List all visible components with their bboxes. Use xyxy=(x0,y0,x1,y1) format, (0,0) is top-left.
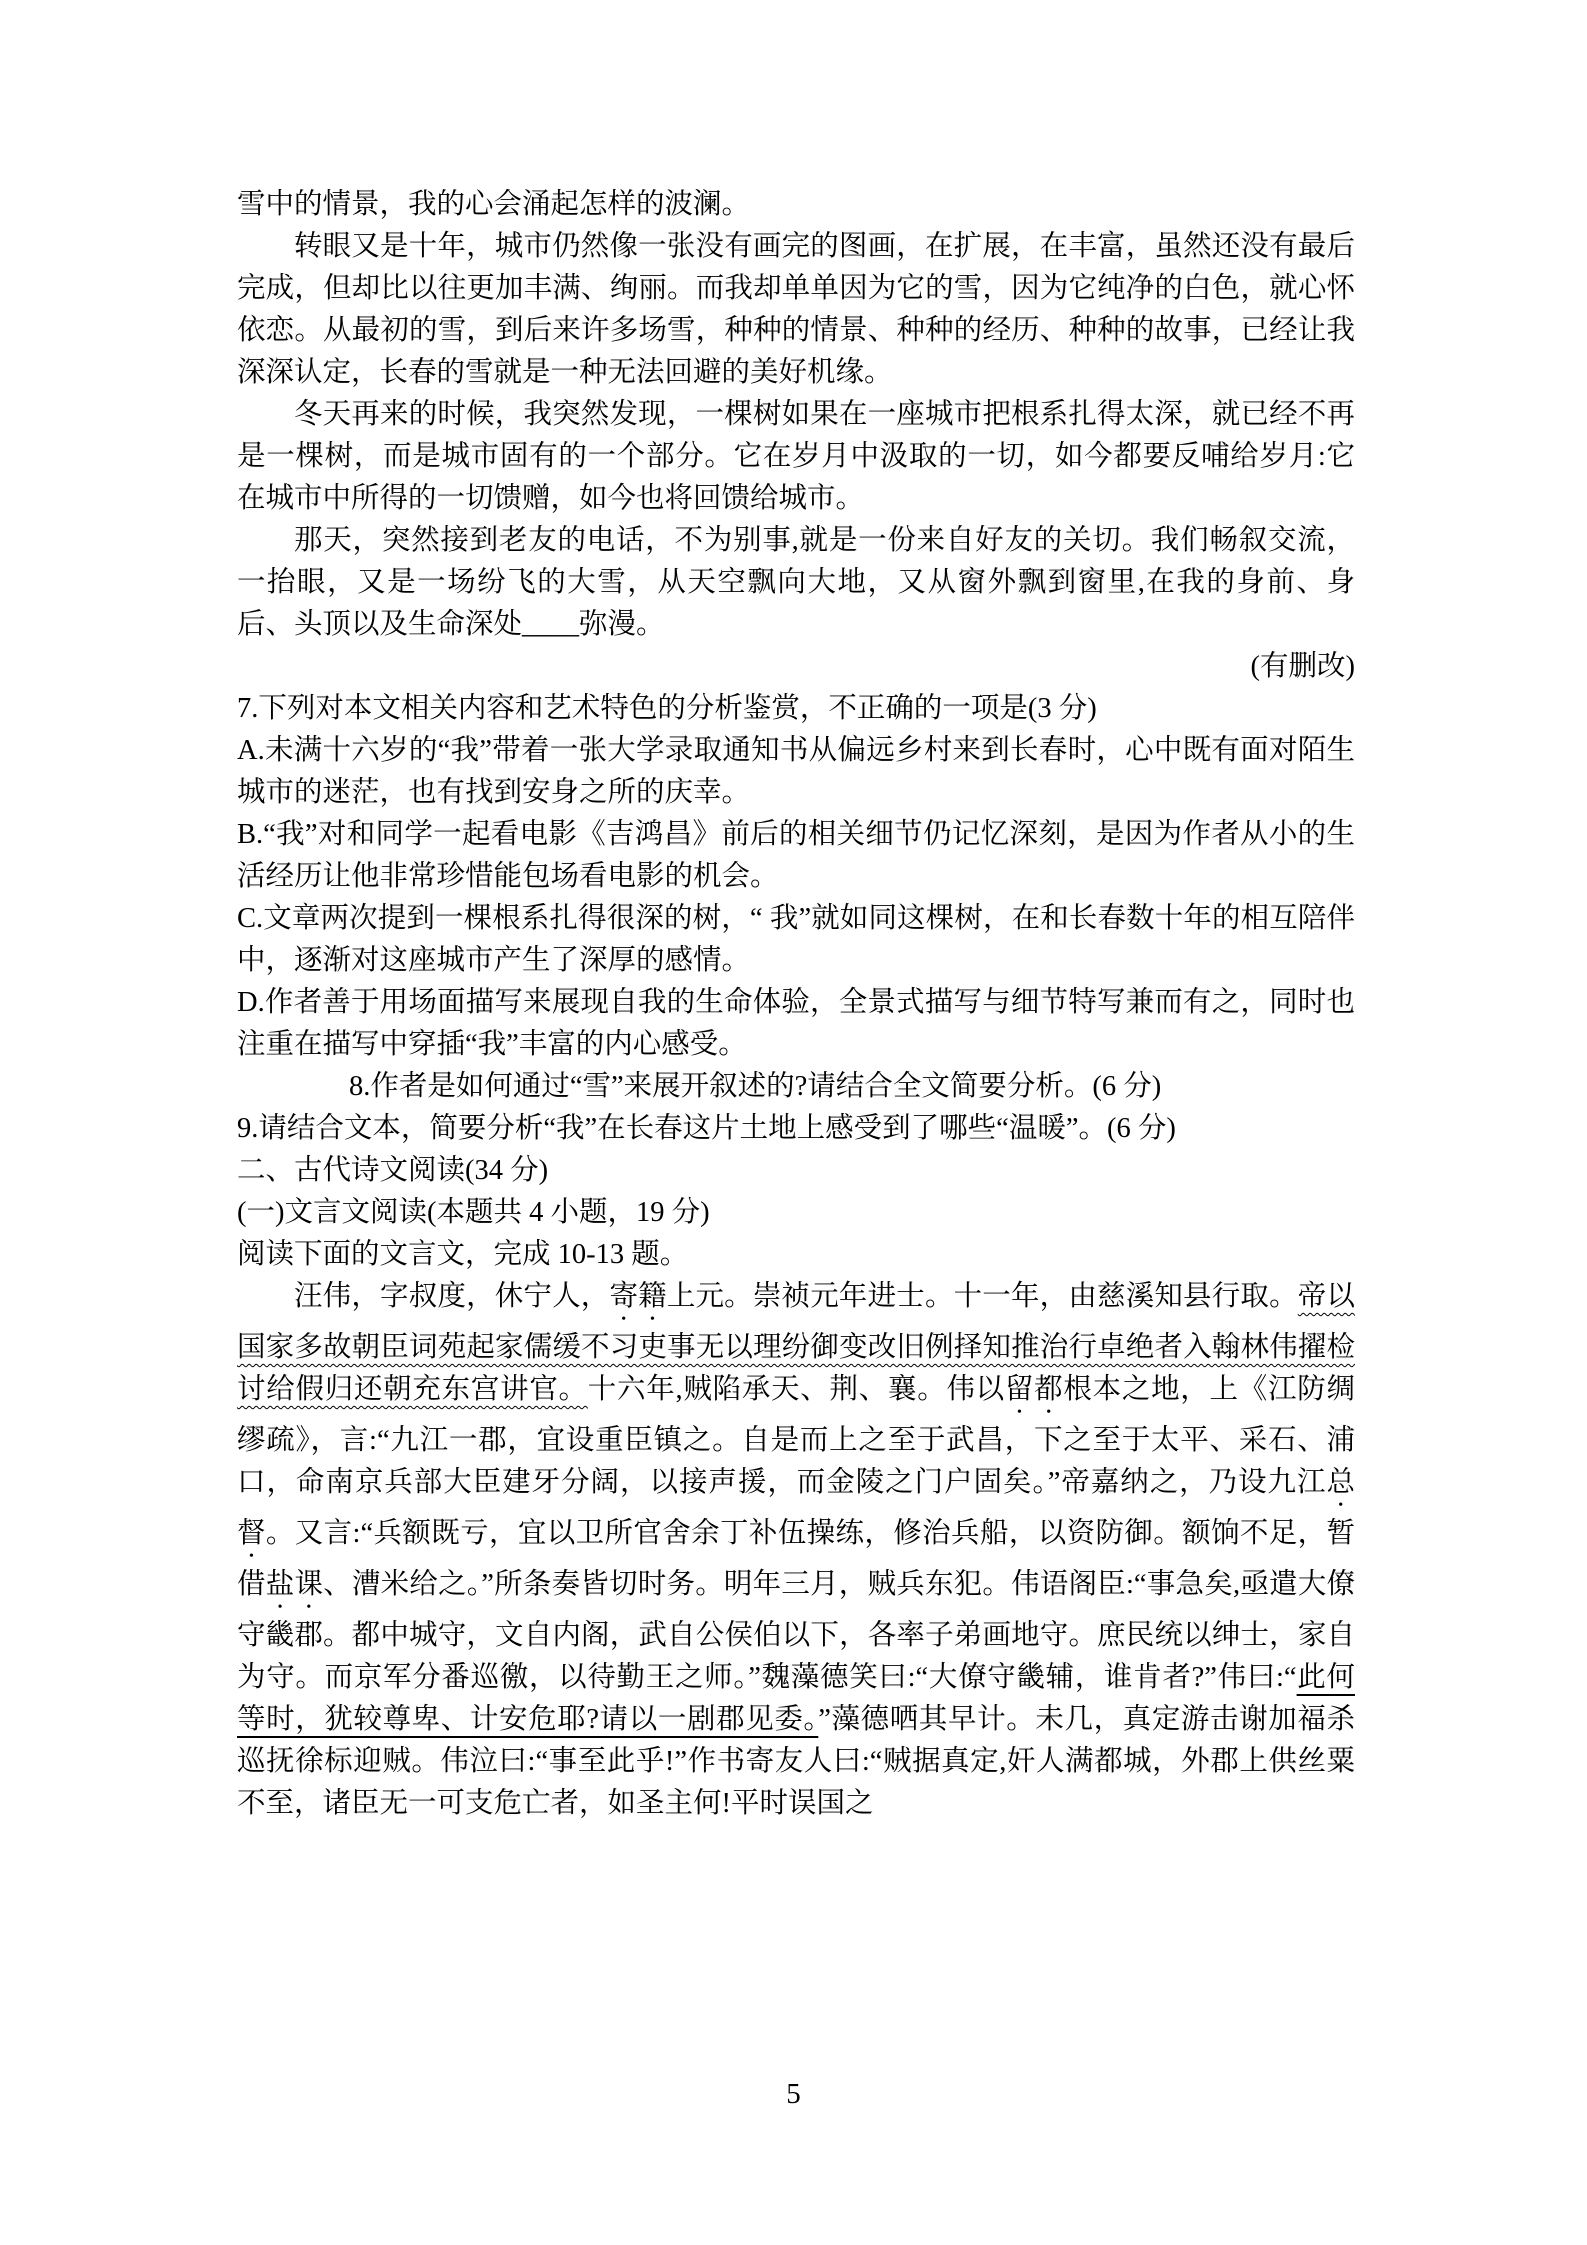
page-number: 5 xyxy=(786,2078,801,2110)
passage-paragraph: 那天，突然接到老友的电话，不为别事,就是一份来自好友的关切。我们畅叙交流，一抬眼，又是一场纷飞的大雪，从天空飘向大地，又从窗外飘到窗里,在我的身前、身后、头顶以及生命深处____弥漫。 xyxy=(237,525,1355,640)
passage-continuation-line: 雪中的情景，我的心会涌起怎样的波澜。 xyxy=(237,189,751,220)
ancient-reading-section xyxy=(237,1150,1355,1825)
wavy-underlined-text: 帝以国家多故朝臣词苑起家儒缓不习吏事无以理纷御变改旧例择知推治行卓绝者入翰林伟擢检讨给假归还朝充东宫讲官。 xyxy=(237,1281,1355,1405)
question-7-stem: 7.下列对本文相关内容和艺术特色的分析鉴赏，不正确的一项是(3 分) xyxy=(237,693,1097,724)
page-content xyxy=(237,184,1355,1825)
passage-text: 、漕米给之。”所条奏皆切时务。明年三月，贼兵东犯。伟语阁臣:“事急矣,亟遣大僚守畿郡。都中城守，文自内阁，武自公侯伯以下，各率子弟画地守。庶民统以绅士，家自为守。而京军分番巡徼，以待勤王之师。”魏藻德笑曰:“大僚守畿辅，谁肯者?”伟曰:“ xyxy=(237,1569,1355,1693)
question-7-option-b: B.“我”对和同学一起看电影《吉鸿昌》前后的相关细节仍记忆深刻，是因为作者从小的生活经历让他非常珍惜能包场看电影的机会。 xyxy=(237,819,1355,892)
passage-paragraph: 转眼又是十年，城市仍然像一张没有画完的图画，在扩展，在丰富，虽然还没有最后完成，但却比以往更加丰满、绚丽。而我却单单因为它的雪，因为它纯净的白色，就心怀依恋。从最初的雪，到后来许多场雪，种种的情景、种种的经历、种种的故事，已经让我深深认定，长春的雪就是一种无法回避的美好机缘。 xyxy=(237,231,1355,388)
passage-text: 。又言:“兵额既亏，宜以卫所官舍余丁补伍操练，修治兵船，以资防御。额饷不足，暂借 xyxy=(237,1518,1355,1600)
section-2-subheading: (一)文言文阅读(本题共 4 小题，19 分) xyxy=(237,1197,710,1228)
question-7-option-a: A.未满十六岁的“我”带着一张大学录取通知书从偏远乡村来到长春时，心中既有面对陌生城市的迷茫，也有找到安身之所的庆幸。 xyxy=(237,735,1355,808)
passage-text: ”藻德哂其早计。未几，真定游击谢加福杀巡抚徐标迎贼。伟泣曰:“事至此乎!”作书寄友人曰:“贼据真定,奸人满都城，外郡上供丝粟不至，诸臣无一可支危亡者，如圣主何!平时误国之 xyxy=(237,1704,1355,1819)
question-7-option-d: D.作者善于用场面描写来展现自我的生命体验，全景式描写与细节特写兼而有之，同时也注重在描写中穿插“我”丰富的内心感受。 xyxy=(237,987,1355,1060)
question-7-option-c: C.文章两次提到一棵根系扎得很深的树，“ 我”就如同这棵树，在和长春数十年的相互陪伴中，逐渐对这座城市产生了深厚的感情。 xyxy=(237,903,1355,976)
passage-text: 十六年,贼陷承天、荆、襄。伟以 xyxy=(587,1374,1005,1405)
modern-reading-section xyxy=(237,184,1355,1150)
passage-attribution: (有删改) xyxy=(1250,651,1355,682)
passage-text: 上元。崇祯元年进士。十一年，由慈溪知县行取。 xyxy=(666,1281,1298,1312)
classical-passage xyxy=(237,1276,1355,1825)
passage-paragraph: 冬天再来的时候，我突然发现，一棵树如果在一座城市把根系扎得太深，就已经不再是一棵树，而是城市固有的一个部分。它在岁月中汲取的一切，如今都要反哺给岁月:它在城市中所得的一切馈赠，如今也将回馈给城市。 xyxy=(237,399,1355,514)
emphasized-term: 留都 xyxy=(1004,1374,1064,1405)
passage-text: 汪伟，字叔度，休宁人， xyxy=(294,1281,610,1312)
question-8: 8.作者是如何通过“雪”来展开叙述的?请结合全文简要分析。(6 分) xyxy=(349,1071,1162,1102)
passage-text: 根本之地，上《江防绸缪疏》，言:“九江一郡，宜设重臣镇之。自是而上之至于武昌，下之至于太平、采石、浦口，命南京兵部大臣建牙分阔，以接声援，而金陵之门户固矣。”帝嘉纳之，乃设九江 xyxy=(237,1374,1355,1498)
underlined-text: 此何等时，犹较尊卑、计安危耶?请以一剧郡见委。 xyxy=(237,1662,1355,1735)
emphasized-term: 寄籍 xyxy=(609,1281,667,1312)
section-2-instruction: 阅读下面的文言文，完成 10-13 题。 xyxy=(237,1239,689,1270)
emphasized-term: 总督 xyxy=(237,1467,1355,1549)
question-9: 9.请结合文本，简要分析“我”在长春这片土地上感受到了哪些“温暖”。(6 分) xyxy=(237,1113,1176,1144)
emphasized-term: 盐课 xyxy=(265,1569,324,1600)
section-2-heading: 二、古代诗文阅读(34 分) xyxy=(237,1155,549,1186)
